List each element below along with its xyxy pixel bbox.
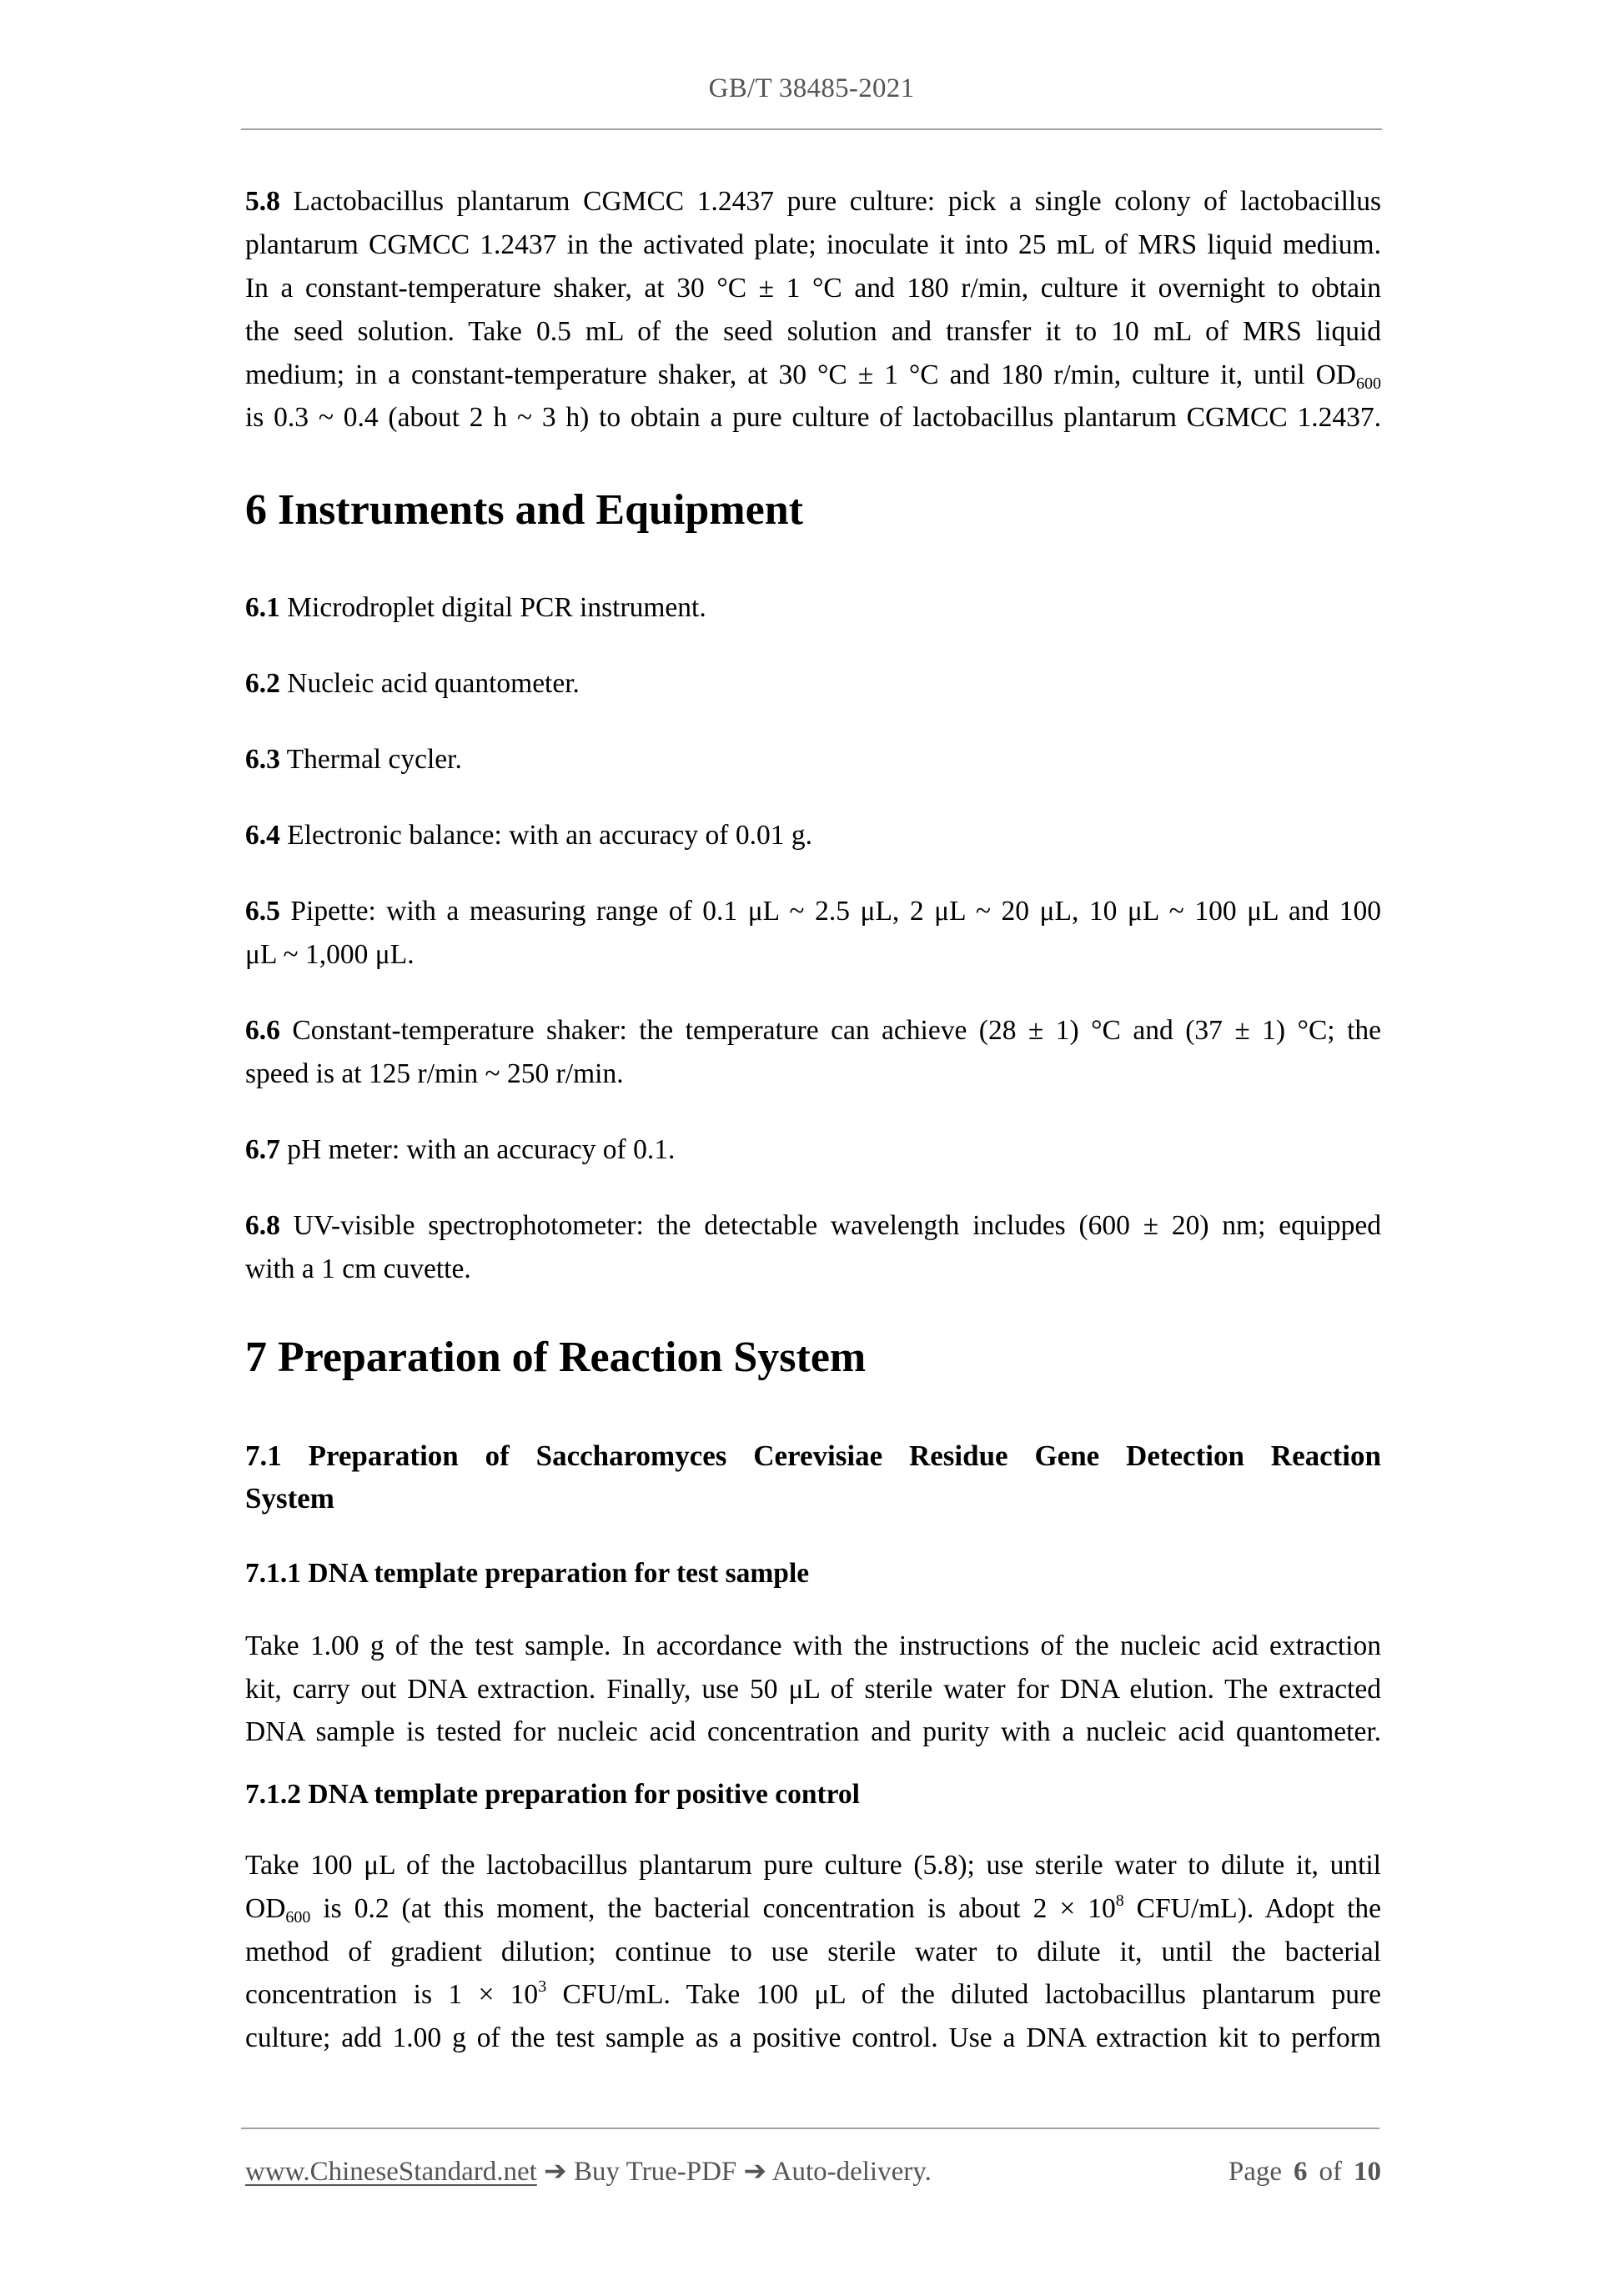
clause-6-5-cont: μL ~ 1,000 μL.	[245, 939, 415, 970]
clause-6-4: 6.4 Electronic balance: with an accuracy of 0.01 g.	[245, 820, 812, 851]
paragraph-line: the seed solution. Take 0.5 mL of the seed solution and transfer it to 10 mL of MRS liquid	[245, 316, 1381, 347]
superscript: 8	[1115, 1892, 1124, 1910]
paragraph-line: culture; add 1.00 g of the test sample as a positive control. Use a DNA extraction kit to perform	[245, 2022, 1381, 2053]
footer-left	[245, 2155, 932, 2188]
clause-6-1: 6.1 Microdroplet digital PCR instrument.	[245, 592, 706, 623]
arrow-right-icon: ➔	[743, 2157, 767, 2187]
clause-6-6: 6.6 Constant-temperature shaker: the temperature can achieve (28 ± 1) °C and (37 ± 1) °C; the	[245, 1015, 1381, 1046]
paragraph-line: Take 100 μL of the lactobacillus plantarum pure culture (5.8); use sterile water to dilute it, until	[245, 1850, 1381, 1881]
page-indicator: Page 6 of 10	[1228, 2157, 1381, 2187]
clause-6-5: 6.5 Pipette: with a measuring range of 0.1 μL ~ 2.5 μL, 2 μL ~ 20 μL, 10 μL ~ 100 μL and 100	[245, 896, 1381, 927]
clause-6-7: 6.7 pH meter: with an accuracy of 0.1.	[245, 1134, 676, 1165]
clause-label: 5.8	[245, 186, 280, 217]
clause-6-3: 6.3 Thermal cycler.	[245, 744, 462, 775]
footer-buy-text: Buy True-PDF	[566, 2157, 744, 2187]
subsection-heading-7-1-cont: System	[245, 1482, 334, 1515]
clause-6-8: 6.8 UV-visible spectrophotometer: the detectable wavelength includes (600 ± 20) nm; equipped	[245, 1210, 1381, 1241]
subsection-heading-7-1-1: 7.1.1 DNA template preparation for test sample	[245, 1558, 810, 1589]
paragraph-line: kit, carry out DNA extraction. Finally, use 50 μL of sterile water for DNA elution. The extracted	[245, 1674, 1381, 1705]
chinesestandard-link[interactable]: www.ChineseStandard.net	[245, 2157, 537, 2187]
subscript: 600	[1356, 374, 1381, 393]
footer-rule	[241, 2128, 1379, 2129]
total-pages: 10	[1354, 2157, 1381, 2187]
paragraph-line: concentration is $1 \times 10^3$ CFU/mL. Take 100 μL of the diluted lactobacillus plantarum pure	[245, 1977, 1381, 2010]
footer-auto-text: Auto-delivery.	[766, 2157, 932, 2187]
section-heading-6: 6 Instruments and Equipment	[245, 486, 803, 534]
paragraph-line: DNA sample is tested for nucleic acid concentration and purity with a nucleic acid quantometer.	[245, 1716, 1381, 1747]
paragraph-line: plantarum CGMCC 1.2437 in the activated plate; inoculate it into 25 mL of MRS liquid medium.	[245, 229, 1381, 260]
clause-6-8-cont: with a 1 cm cuvette.	[245, 1254, 471, 1284]
paragraph-line: $OD_{600}$ is 0.2 (at this moment, the bacterial concentration is about $2 \times 10^8$ CFU/mL). Adopt the	[245, 1892, 1381, 1927]
paragraph-line: method of gradient dilution; continue to use sterile water to dilute it, until the bacterial	[245, 1937, 1381, 1967]
paragraph-line: Take 1.00 g of the test sample. In accordance with the instructions of the nucleic acid extraction	[245, 1630, 1381, 1661]
paragraph-line: 5.8 Lactobacillus plantarum CGMCC 1.2437 pure culture: pick a single colony of lactobacillus	[245, 186, 1381, 217]
clause-6-2: 6.2 Nucleic acid quantometer.	[245, 668, 580, 699]
paragraph-line: is 0.3 ~ 0.4 (about 2 h ~ 3 h) to obtain a pure culture of lactobacillus plantarum CGMCC 1.2437.	[245, 402, 1381, 433]
current-page: 6	[1294, 2157, 1308, 2187]
subscript: 600	[285, 1908, 311, 1927]
header-rule	[241, 128, 1382, 130]
page-header-doc-code: GB/T 38485-2021	[708, 73, 915, 103]
superscript: 3	[538, 1977, 547, 1996]
section-heading-7: 7 Preparation of Reaction System	[245, 1334, 867, 1381]
arrow-right-icon: ➔	[544, 2157, 567, 2187]
clause-6-6-cont: speed is at 125 r/min ~ 250 r/min.	[245, 1058, 624, 1089]
paragraph-line: In a constant-temperature shaker, at 30 °C ± 1 °C and 180 r/min, culture it overnight to obtain	[245, 273, 1381, 304]
paragraph-line: medium; in a constant-temperature shaker, at 30 °C ± 1 °C and 180 r/min, culture it, until $OD_{600}$	[245, 359, 1381, 393]
subsection-heading-7-1: 7.1 Preparation of Saccharomyces Cerevisiae Residue Gene Detection Reaction	[245, 1439, 1381, 1472]
subsection-heading-7-1-2: 7.1.2 DNA template preparation for positive control	[245, 1779, 860, 1810]
